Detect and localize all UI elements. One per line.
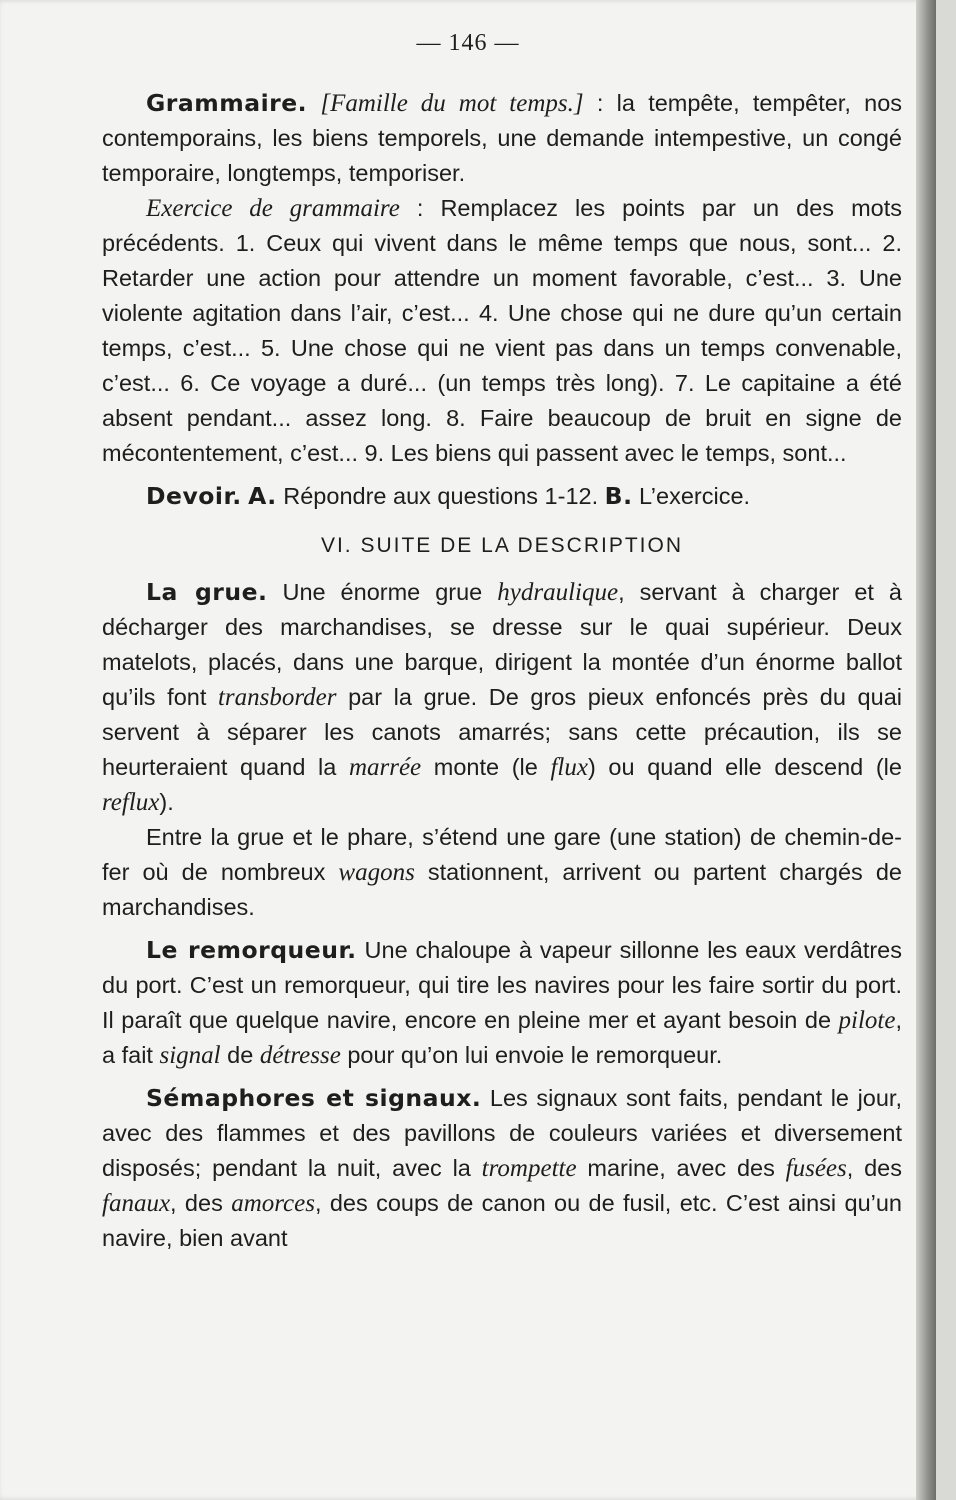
page-edge-shadow — [916, 0, 936, 1500]
grue-italic-4: flux — [550, 754, 588, 781]
devoir-heading: Devoir. — [146, 482, 242, 510]
exercice-heading: Exercice de grammaire — [146, 195, 400, 222]
grammaire-heading: Grammaire. — [146, 89, 308, 117]
remorqueur-heading: Le remorqueur. — [146, 936, 357, 964]
remorqueur-text-3: de — [220, 1042, 260, 1068]
grue-text-3: par la grue. De gros pieux enfoncés près du quai servent à séparer les canots amarrés; sans cette précaution, ils se heurteraient quand la — [102, 684, 902, 780]
semaphores-italic-4: amorces — [231, 1190, 315, 1217]
exercice-text: : Remplacez les points par un des mots précédents. 1. Ceux qui vivent dans le même temps que nous, sont... 2. Retarder une action pour attendre un moment favorable, c’est... 3. Une violente agitation dans l’air, c’est... 4. Une chose qui ne dure qu’un certain temps, c’est... 5. Une chose qui ne vient pas dans un temps convenable, c’est... 6. Ce voyage a duré... (un temps très long). 7. Le capitaine a été absent pendant... assez long. 8. Faire beaucoup de bruit en signe de mécontentement, c’est... 9. Les biens qui passent avec le temps, sont... — [102, 195, 902, 466]
grue-italic-5: reflux — [102, 789, 160, 816]
page-number: — 146 — — [416, 30, 520, 56]
page-body — [102, 86, 902, 1256]
devoir-a-label: A. — [248, 482, 277, 510]
remorqueur-italic-3: détresse — [259, 1042, 341, 1069]
semaphores-italic-1: trompette — [481, 1155, 577, 1182]
gare-italic-1: wagons — [338, 859, 415, 886]
exercice-paragraph — [102, 191, 902, 471]
grue-text-5: ) ou quand elle descend (le — [587, 754, 902, 780]
gare-paragraph — [102, 820, 902, 925]
devoir-a-text: Répondre aux questions 1-12. — [276, 483, 599, 509]
devoir-b-text: L’exercice. — [632, 483, 751, 509]
remorqueur-italic-2: signal — [159, 1042, 221, 1069]
grue-heading: La grue. — [146, 578, 268, 606]
semaphores-italic-2: fusées — [785, 1155, 847, 1182]
remorqueur-italic-1: pilote — [838, 1007, 896, 1034]
section-title: VI. SUITE DE LA DESCRIPTION — [320, 534, 684, 557]
grue-italic-1: hydraulique — [497, 579, 619, 606]
remorqueur-text-1: Une chaloupe à vapeur sillonne les eaux verdâtres du port. C’est un remorqueur, qui tire les navires pour les faire sortir du port. Il paraît que quelque navire, encore en pleine mer et ayant besoin de — [102, 937, 902, 1033]
grue-text-4: monte (le — [421, 754, 551, 780]
devoir-paragraph — [102, 479, 902, 514]
grue-text-1: Une énorme grue — [267, 579, 498, 605]
grue-italic-2: transborder — [217, 684, 337, 711]
remorqueur-paragraph — [102, 933, 902, 1073]
gare-text-2: stationnent, arrivent ou partent chargés de marchandises. — [102, 859, 902, 920]
grue-paragraph — [102, 575, 902, 820]
semaphores-text-3: , des — [846, 1155, 902, 1181]
semaphores-text-4: , des — [170, 1190, 232, 1216]
remorqueur-text-4: pour qu’on lui envoie le remorqueur. — [340, 1042, 723, 1068]
semaphores-text-1: Les signaux sont faits, pendant le jour, avec des flammes et des pavillons de couleurs variées et diversement disposés; pendant la nuit, avec la — [102, 1085, 902, 1181]
grammaire-paragraph — [102, 86, 902, 191]
remorqueur-text-2: , a fait — [102, 1007, 902, 1068]
gare-text-1: Entre la grue et le phare, s’étend une gare (une station) de chemin-de-fer où de nombreux — [102, 824, 902, 885]
grammaire-text: : la tempête, tempêter, nos contemporains, les biens temporels, une demande intempestive, un congé temporaire, longtemps, temporiser. — [102, 90, 903, 186]
grue-text-6: ). — [159, 789, 174, 815]
semaphores-text-2: marine, avec des — [576, 1155, 786, 1181]
grue-text-2: , servant à charger et à décharger des marchandises, se dresse sur le quai supérieur. Deux matelots, placés, dans une barque, dirigent la montée d’un énorme ballot qu’ils font — [102, 579, 902, 710]
devoir-b-label: B. — [604, 482, 633, 510]
semaphores-text-5: , des coups de canon ou de fusil, etc. C’est ainsi qu’un navire, bien avant — [102, 1190, 902, 1251]
grammaire-family: [Famille du mot temps.] — [320, 90, 584, 117]
semaphores-paragraph — [102, 1081, 902, 1256]
grue-italic-3: marrée — [348, 754, 422, 781]
semaphores-heading: Sémaphores et signaux. — [146, 1084, 482, 1112]
semaphores-italic-3: fanaux — [102, 1190, 171, 1217]
